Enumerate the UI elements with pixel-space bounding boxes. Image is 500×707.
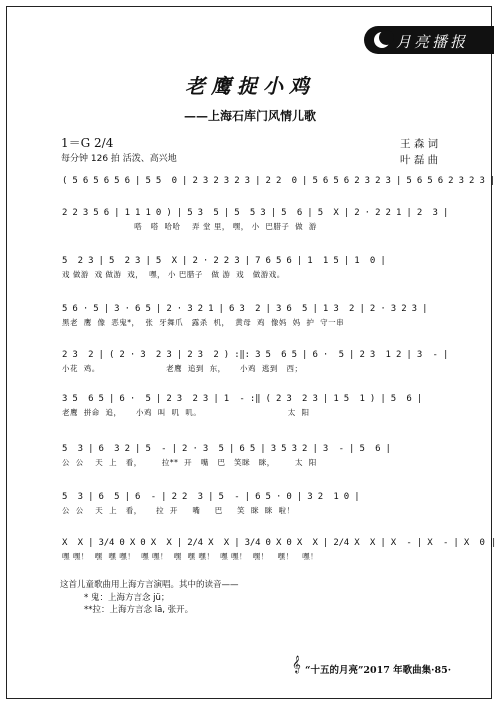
lyrics-line: 老鹰 拼命 追， 小鸡 叫 叽 叽。 太 阳 [62, 408, 310, 417]
key-signature: 1＝G 2/4 [61, 136, 114, 150]
lyrics-line: 嘿 嘿！ 嘿 嘿 嘿！ 嘿 嘿！ 嘿 嘿 嘿！ 嘿 嘿！ 嘿！ 嘿！ 嘿！ [62, 552, 319, 561]
notation-line: 3 5 6 5 | 6 · 5 | 2 3 2 3 | 1 - :‖ ( 2 3 2 3 | 1 5 1 ) | 5 6 | [62, 394, 423, 404]
lyrics-line: 黑老 鹰 像 恶鬼*， 张 牙舞爪 露杀 机， 黄母 鸡 像妈 妈 护 守一串 [62, 318, 345, 327]
lyrics-line: 小花 鸡。 老鹰 追到 东， 小鸡 逃到 西； [62, 364, 303, 373]
song-subtitle: ——上海石库门风情儿歌 [183, 109, 316, 123]
footnote-intro: 这首儿童歌曲用上海方言演唱。其中的读音—— [60, 580, 239, 590]
notation-line: 2 2 3 5 6 | 1 1 1 0 ) | 5 3 5 | 5 5 3 | 5 6 | 5 X | 2 · 2 2 1 | 2 3 | [62, 208, 449, 218]
lyrics-line: 戏 做游 戏 做游 戏， 嘿， 小 巴腊子 做 游 戏 做游戏。 [62, 270, 285, 279]
song-title: 老鹰捉小鸡 [185, 74, 315, 98]
composer-credit: 叶 磊 曲 [400, 154, 439, 166]
treble-clef-icon: 𝄞 [292, 655, 301, 673]
footnote-la: **拉：上海方言念 lā, 张开。 [84, 605, 194, 615]
logo-banner [364, 26, 494, 54]
notation-line: X X | 3/4 0 X 0 X X | 2/4 X X | 3/4 0 X 0 X X | 2/4 X X | X - | X - | X 0 ‖ [62, 538, 496, 548]
footnote-gui: * 鬼：上海方言念 jü； [84, 593, 170, 603]
score-system [62, 492, 452, 516]
lyricist-credit: 王 森 词 [400, 138, 439, 150]
notation-line: ( 5 6 5 6 5 6 | 5 5 0 | 2 3 2 3 2 3 | 2 2 0 | 5 6 5 6 2 3 2 3 | 5 6 5 6 2 3 2 3 | [62, 176, 496, 186]
lyrics-line: 公 公 天 上 看， 拉** 开 嘴 巴 笑眯 眯， 太 阳 [62, 458, 317, 467]
score-system [62, 350, 452, 374]
logo-text: 月亮播报 [396, 33, 469, 51]
tempo-marking: 每分钟 126 拍 活泼、高兴地 [61, 154, 177, 164]
notation-line: 5 3 | 6 5 | 6 - | 2 2 3 | 5 - | 6 5 · 0 | 3 2 1 0 | [62, 492, 360, 502]
score-system [62, 444, 452, 468]
score-system [62, 394, 452, 418]
page-footer: “十五的月亮”2017 年歌曲集·85· [305, 665, 452, 676]
lyrics-line: 嗒 嗒 哈哈 弄 堂 里， 嘿， 小 巴腊子 做 游 [62, 222, 317, 231]
lyrics-line: 公 公 天 上 看， 拉 开 嘴 巴 笑 眯 眯 啦！ [62, 506, 295, 515]
score-system [62, 208, 452, 232]
notation-line: 5 6 · 5 | 3 · 6 5 | 2 · 3 2 1 | 6 3 2 | 3 6 5 | 1 3 2 | 2 · 3 2 3 | [62, 304, 428, 314]
score-system [62, 256, 452, 280]
notation-line: 2 3 2 | ( 2 · 3 2 3 | 2 3 2 ) :‖: 3 5 6 5 | 6 · 5 | 2 3 1 2 | 3 - | [62, 350, 449, 360]
notation-line: 5 3 | 6 3 2 | 5 - | 2 · 3 5 | 6 5 | 3 5 3 2 | 3 - | 5 6 | [62, 444, 391, 454]
score-system [62, 176, 496, 189]
score-system [62, 304, 452, 328]
notation-line: 5 2 3 | 5 2 3 | 5 X | 2 · 2 2 3 | 7 6 5 6 | 1 1 5 | 1 0 | [62, 256, 386, 266]
score-system [62, 538, 496, 562]
moon-icon [374, 32, 390, 48]
